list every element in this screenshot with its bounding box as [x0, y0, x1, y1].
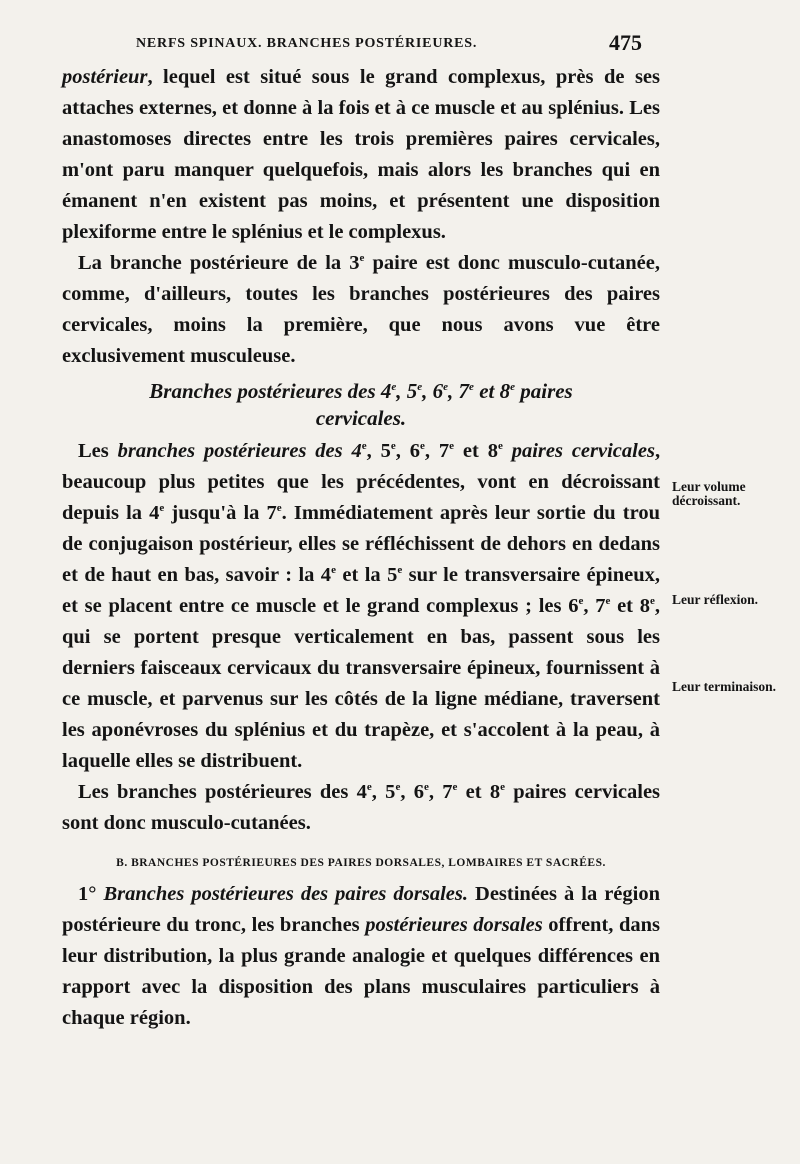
ordinal-sup: e: [276, 502, 282, 515]
paragraph-text: Les branches postérieures des 4: [78, 781, 367, 803]
paragraph-text: et 8: [610, 595, 650, 617]
paragraph-text: et 8: [454, 440, 498, 462]
italic-term: Branches postérieures des paires dorsales.: [96, 883, 469, 905]
ordinal-sup: e: [391, 381, 397, 393]
ordinal-sup: e: [423, 781, 429, 794]
paragraph-text: jusqu'à la 7: [164, 502, 277, 524]
paragraph-5: [62, 879, 660, 1034]
ordinal-sup: e: [443, 381, 449, 393]
ordinal-sup: e: [420, 440, 425, 453]
paragraph-text: . Immédiatement après leur sortie du trou de conjugaison postérieur, elles se réfléchissent de dehors en dedans et de haut en bas, savoir : la 4: [62, 502, 661, 586]
paragraph-text: , lequel est situé sous le grand complexus, près de ses attaches externes, et donne à la fois et à ce muscle et au splénius. Les anastomoses directes entre les trois premières paires cervicales, m'ont paru manquer quelquefois, mais alors les branches qui en émanent n'en existent pas moins, et présentent une disposition plexiforme entre le splénius et le complexus.: [62, 66, 660, 243]
ordinal-sup: e: [578, 595, 584, 608]
page-header: [64, 30, 644, 60]
italic-term: postérieures dorsales: [365, 914, 543, 936]
paragraph-text: , 5: [366, 440, 391, 462]
title-part: paires: [514, 379, 573, 403]
paragraph-text: sur le transversaire épineux, et se placent entre ce muscle et le grand complexus ; les 6: [62, 564, 661, 617]
section-title: [62, 378, 660, 432]
margin-note-terminaison: Leur terminaison.: [672, 679, 776, 694]
paragraph-text: , beaucoup plus petites que les précédentes, vont en décroissant depuis la 4: [62, 440, 661, 524]
ordinal-sup: e: [331, 564, 336, 577]
title-part: , 5: [396, 379, 418, 403]
paragraph-4: [62, 777, 660, 839]
margin-note-reflexion: Leur réflexion.: [672, 592, 758, 607]
ordinal-sup: e: [397, 564, 403, 577]
ordinal-sup: e: [497, 440, 503, 453]
paragraph-text: offrent, dans leur distribution, la plus grande analogie et quelques différences en rapport avec la disposition des plans musculaires particuliers à chaque région.: [62, 914, 660, 1029]
ordinal-sup: e: [500, 781, 505, 794]
ordinal-sup: e: [390, 440, 396, 453]
ordinal-sup: e: [449, 440, 455, 453]
italic-term: branches postérieures des 4: [117, 440, 362, 462]
margin-note-volume: Leur volume décroissant.: [672, 479, 746, 508]
paragraph-text: , 7: [424, 440, 450, 462]
title-part: , 7: [448, 379, 470, 403]
section-title-line-1: [62, 378, 660, 405]
text-body: [62, 62, 660, 1034]
ordinal-sup: e: [159, 502, 165, 515]
running-title: NERFS SPINAUX. BRANCHES POSTÉRIEURES.: [136, 36, 478, 51]
paragraph-text: , qui se portent presque verticalement en bas, passent sous les derniers faisceaux cervicaux du transversaire épineux, fournissent à ce muscle, et parvenus sur les côtés de la ligne médiane, traversent les aponévroses du splénius et du trapèze, et s'accolent à la peau, à laquelle elles se distribuent.: [62, 595, 660, 772]
paragraph-text: 1°: [78, 883, 97, 905]
ordinal-sup: e: [452, 781, 458, 794]
ordinal-sup: e: [649, 595, 655, 608]
paragraph-text: Destinées à la région postérieure du tronc, les branches: [62, 883, 660, 936]
paragraph-text: Les: [78, 440, 118, 462]
title-part: et 8: [473, 379, 511, 403]
paragraph-text: La branche postérieure de la 3: [78, 252, 360, 274]
ordinal-sup: e: [359, 252, 365, 265]
paragraph-text: et la 5: [335, 564, 398, 586]
paragraph-text: paire est donc musculo-cutanée, comme, d'ailleurs, toutes les branches postérieures des paires cervicales, moins la première, que nous avons vue être exclusivement musculeuse.: [62, 252, 661, 367]
ordinal-sup: e: [366, 781, 372, 794]
paragraph-1: [62, 62, 660, 248]
title-part: Branches postérieures des 4: [149, 379, 392, 403]
paragraph-text: , 5: [371, 781, 396, 803]
paragraph-text: , 6: [395, 440, 421, 462]
ordinal-sup: e: [417, 381, 423, 393]
page-number: 475: [609, 30, 642, 55]
ordinal-sup: e: [469, 381, 474, 393]
section-title-line-2: cervicales.: [315, 406, 407, 430]
paragraph-3: [62, 436, 660, 777]
paragraph-text: , 6: [400, 781, 424, 803]
ordinal-sup: e: [510, 381, 515, 393]
italic-term: postérieur: [62, 66, 148, 88]
paragraph-2: [62, 248, 660, 372]
paragraph-text: , 7: [583, 595, 606, 617]
italic-term: paires cervicales: [502, 440, 655, 462]
subsection-heading: B. BRANCHES POSTÉRIEURES DES PAIRES DORSALES, LOMBAIRES ET SACRÉES.: [116, 857, 606, 869]
paragraph-text: paires cervicales sont donc musculo-cutanées.: [62, 781, 661, 834]
paragraph-text: et 8: [457, 781, 501, 803]
paragraph-text: , 7: [428, 781, 453, 803]
ordinal-sup: e: [395, 781, 401, 794]
ordinal-sup: e: [605, 595, 611, 608]
ordinal-sup: e: [361, 440, 367, 453]
title-part: , 6: [422, 379, 444, 403]
